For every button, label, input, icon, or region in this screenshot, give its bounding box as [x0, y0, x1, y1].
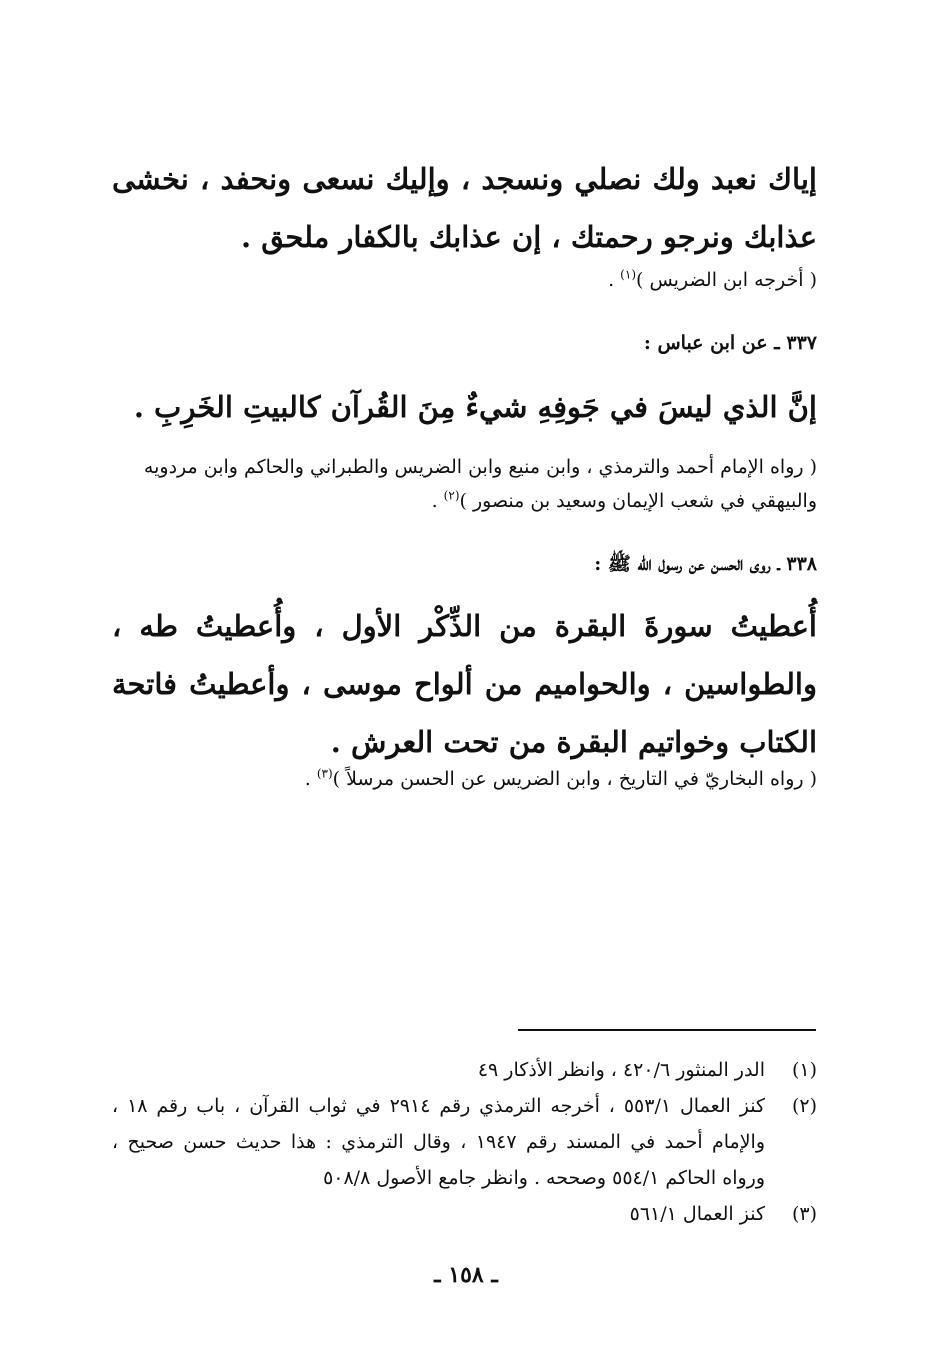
footnote-marker: (٢)	[443, 488, 460, 503]
hadith-337-text: إنَّ الذي ليسَ في جَوفِهِ شيءٌ مِنَ القُرآن كالبيتِ الخَرِبِ .	[133, 390, 817, 424]
hadith-338-text: أُعطيتُ سورةَ البقرة من الذِّكْر الأول ، وأُعطيتُ طه ، والطواسين ، والحواميم من ألواح موسى ، وأعطيتُ فاتحة الكتاب وخواتيم البقرة من تحت العرش .	[112, 609, 817, 759]
footnote-3	[112, 1196, 817, 1232]
reference-text: ( أخرجه ابن الضريس )	[636, 269, 817, 291]
footnote-text: كنز العمال ٥٥٣/١ ، أخرجه الترمذي رقم ٢٩١٤ في ثواب القرآن ، باب رقم ١٨ ، والإمام أحمد في المسند رقم ١٩٤٧ ، وقال الترمذي : هذا حديث حسن صحيح ، ورواه الحاكم ٥٥٤/١ وصححه . وانظر جامع الأصول ٥٠٨/٨	[112, 1095, 766, 1189]
footnote-text: كنز العمال ٥٦١/١	[629, 1203, 765, 1225]
footnote-text: الدر المنثور ٤٢٠/٦ ، وانظر الأذكار ٤٩	[477, 1059, 765, 1081]
footnote-number: (٢)	[791, 1095, 817, 1117]
page-number: ـ ١٥٨ ـ	[434, 1262, 498, 1288]
passage-text: إياك نعبد ولك نصلي ونسجد ، وإليك نسعى ونحفد ، نخشى عذابك ونرجو رحمتك ، إن عذابك بالكفار ملحق .	[112, 162, 817, 254]
reference-tail: .	[608, 269, 621, 291]
reference-text: ( رواه البخاريّ في التاريخ ، وابن الضريس عن الحسن مرسلاً )	[332, 768, 817, 790]
footnote-number: (٣)	[791, 1203, 817, 1225]
passage-reference	[112, 263, 817, 297]
footnote-1	[112, 1052, 817, 1088]
hadith-338-reference	[112, 762, 817, 796]
hadith-337-heading: ٣٣٧ ـ عن ابن عباس :	[643, 332, 817, 354]
footnote-marker: (٣)	[316, 766, 333, 781]
hadith-337-reference	[112, 450, 817, 518]
reference-tail: .	[304, 768, 317, 790]
reference-text: ( رواه الإمام أحمد والترمذي ، وابن منيع وابن الضريس والطبراني والحاكم وابن مردويه والبيهقي في شعب الإيمان وسعيد بن منصور )	[143, 456, 817, 512]
reference-tail: .	[431, 490, 444, 512]
footnote-marker: (١)	[620, 267, 636, 282]
hadith-338-heading: ٣٣٨ ـ روى الحسن عن رسول الله ﷺ :	[594, 553, 817, 575]
footnote-number: (١)	[791, 1059, 817, 1081]
footnote-separator	[518, 1029, 816, 1031]
footnote-2	[112, 1088, 817, 1196]
